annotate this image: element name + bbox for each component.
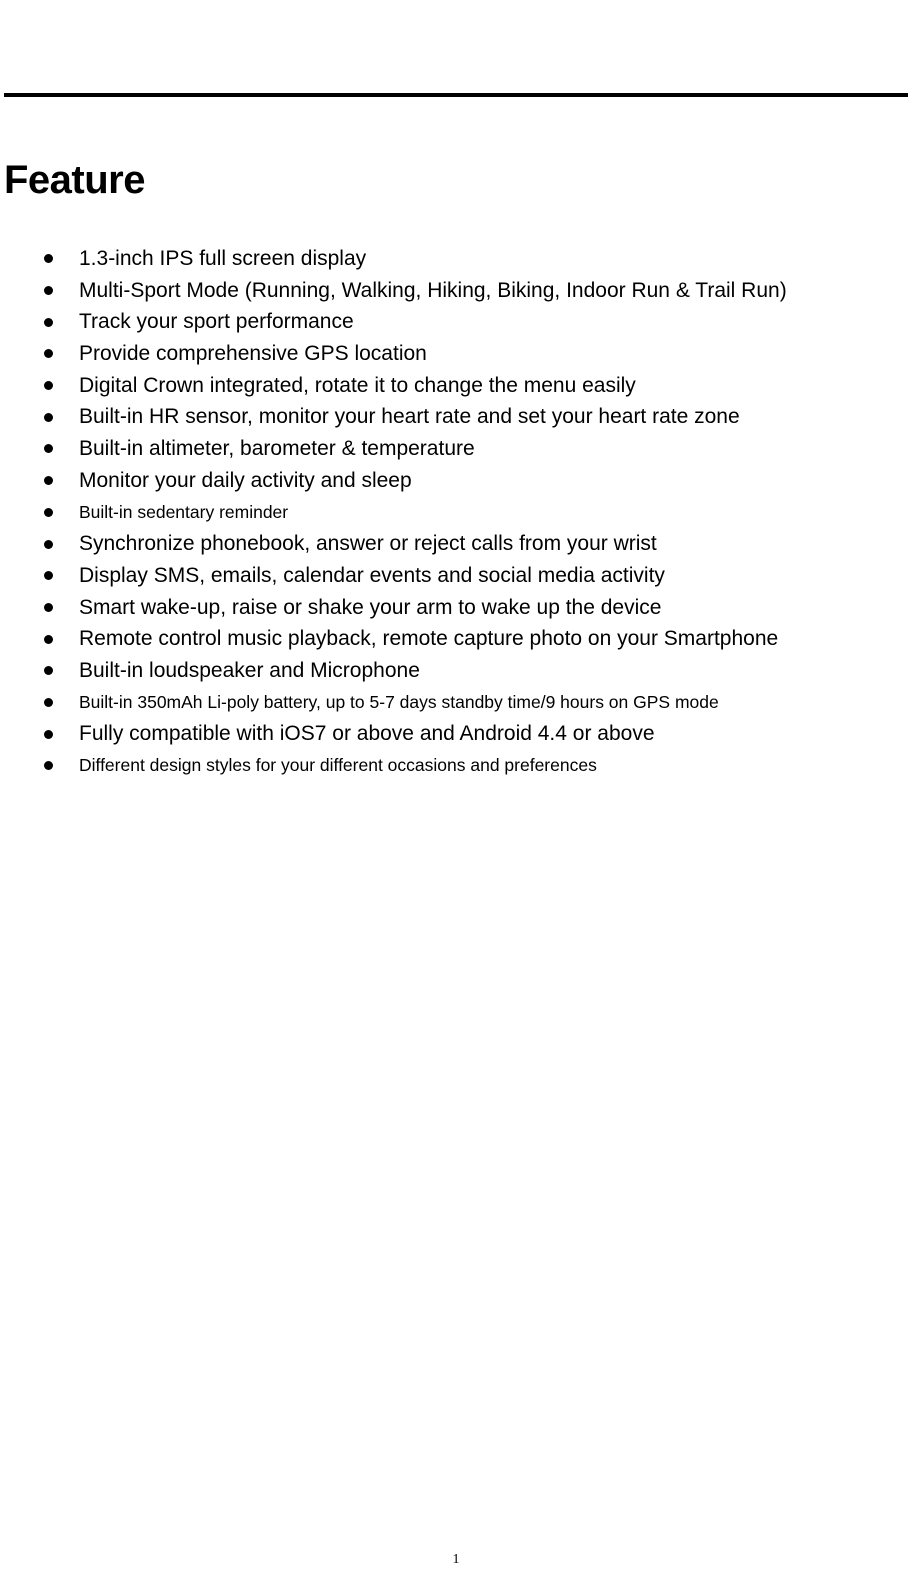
feature-text: Digital Crown integrated, rotate it to change the menu easily [79, 373, 636, 397]
bullet-icon [44, 540, 53, 549]
section-heading: Feature [4, 158, 145, 202]
bullet-icon [44, 476, 53, 485]
feature-list [0, 243, 900, 782]
list-item [0, 401, 900, 433]
bullet-icon [44, 508, 53, 517]
feature-text: 1.3-inch IPS full screen display [79, 247, 367, 270]
feature-text: Monitor your daily activity and sleep [79, 468, 412, 492]
bullet-icon [44, 635, 53, 644]
list-item [0, 718, 900, 750]
list-item [0, 370, 900, 402]
feature-text: Built-in 350mAh Li-poly battery, up to 5-7 days standby time/9 hours on GPS mode [79, 691, 719, 712]
list-item [0, 433, 900, 465]
bullet-icon [44, 603, 53, 612]
list-item [0, 623, 900, 655]
feature-text: Remote control music playback, remote capture photo on your Smartphone [79, 627, 779, 651]
feature-text: Fully compatible with iOS7 or above and Android 4.4 or above [79, 722, 655, 746]
feature-text: Synchronize phonebook, answer or reject calls from your wrist [79, 532, 657, 556]
bullet-icon [44, 413, 53, 422]
feature-text: Different design styles for your different occasions and preferences [79, 755, 597, 775]
feature-text: Built-in loudspeaker and Microphone [79, 658, 420, 682]
bullet-icon [44, 730, 53, 739]
list-item [0, 338, 900, 370]
bullet-icon [44, 286, 53, 295]
list-item [0, 655, 900, 687]
feature-text: Multi-Sport Mode (Running, Walking, Hiking, Biking, Indoor Run & Trail Run) [79, 278, 787, 302]
bullet-icon [44, 254, 53, 263]
bullet-icon [44, 761, 53, 770]
bullet-icon [44, 349, 53, 358]
feature-text: Built-in HR sensor, monitor your heart rate and set your heart rate zone [79, 405, 740, 429]
list-item [0, 750, 900, 782]
bullet-icon [44, 571, 53, 580]
list-item [0, 592, 900, 624]
feature-text: Smart wake-up, raise or shake your arm to wake up the device [79, 595, 662, 619]
list-item [0, 306, 900, 338]
feature-text: Built-in altimeter, barometer & temperature [79, 437, 475, 461]
feature-text: Built-in sedentary reminder [79, 501, 289, 522]
bullet-icon [44, 666, 53, 675]
feature-text: Display SMS, emails, calendar events and social media activity [79, 563, 665, 587]
list-item [0, 465, 900, 497]
top-divider-rule [4, 93, 908, 97]
feature-text: Provide comprehensive GPS location [79, 342, 427, 366]
list-item [0, 528, 900, 560]
list-item [0, 243, 900, 275]
bullet-icon [44, 444, 53, 453]
bullet-icon [44, 381, 53, 390]
list-item [0, 275, 900, 307]
list-item [0, 497, 900, 529]
page-number: 1 [452, 1552, 460, 1567]
list-item [0, 687, 900, 719]
list-item [0, 560, 900, 592]
feature-text: Track your sport performance [79, 310, 354, 334]
bullet-icon [44, 698, 53, 707]
bullet-icon [44, 318, 53, 327]
